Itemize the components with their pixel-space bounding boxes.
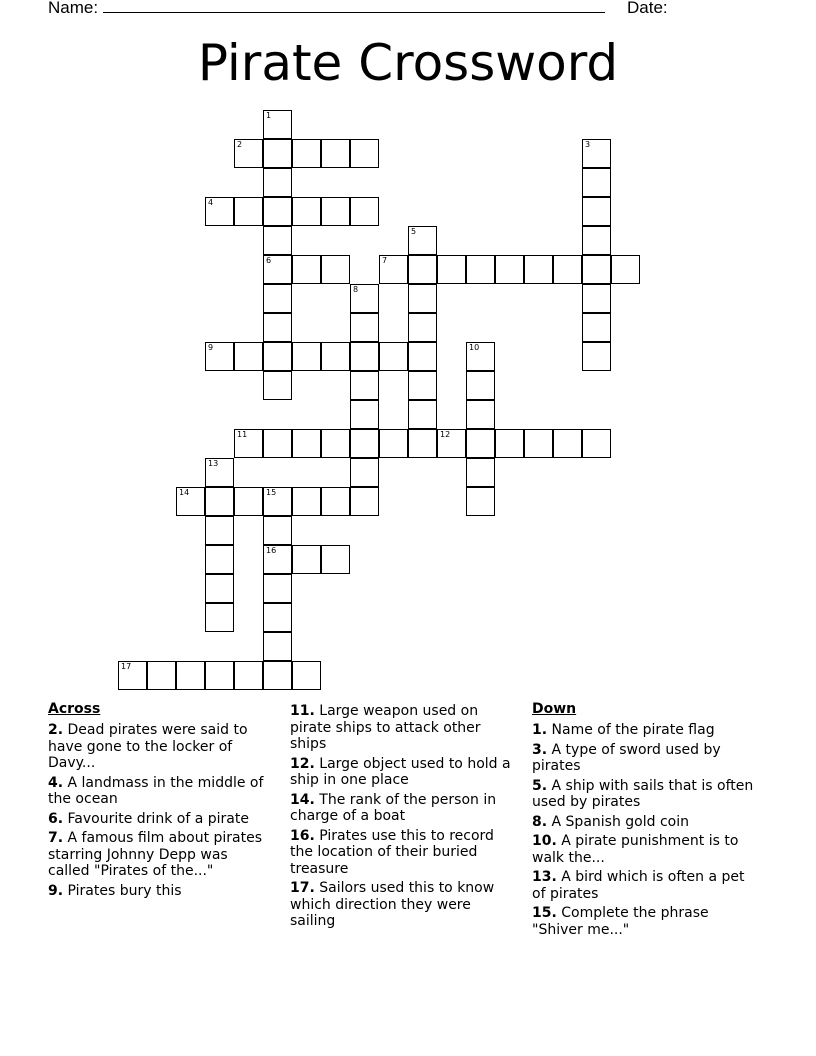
grid-cell[interactable] (408, 284, 437, 313)
grid-cell[interactable] (292, 545, 321, 574)
cell-number: 13 (208, 459, 219, 468)
grid-cell[interactable] (582, 139, 611, 168)
grid-cell[interactable] (263, 110, 292, 139)
grid-cell[interactable] (408, 429, 437, 458)
grid-cell[interactable] (321, 487, 350, 516)
cell-number: 1 (266, 111, 272, 120)
clue-text: Dead pirates were said to have gone to the locker of Davy... (48, 722, 248, 771)
cell-number: 2 (237, 140, 243, 149)
grid-cell[interactable] (350, 458, 379, 487)
grid-cell[interactable] (350, 429, 379, 458)
grid-cell[interactable] (466, 429, 495, 458)
clue-item (532, 905, 762, 938)
grid-cell[interactable] (350, 487, 379, 516)
grid-cell[interactable] (263, 313, 292, 342)
name-label: Name: (48, 0, 99, 17)
grid-cell[interactable] (466, 255, 495, 284)
clue-number: 9. (48, 882, 64, 899)
clue-text: Name of the pirate flag (551, 722, 715, 738)
across-heading: Across (48, 701, 101, 717)
grid-cell[interactable] (350, 400, 379, 429)
cell-number: 14 (179, 488, 190, 497)
clue-text: A bird which is often a pet of pirates (532, 869, 745, 902)
cell-number: 16 (266, 546, 277, 555)
clue-text: The rank of the person in charge of a boat (290, 791, 497, 824)
grid-cell[interactable] (263, 545, 292, 574)
grid-cell[interactable] (292, 197, 321, 226)
grid-cell[interactable] (582, 226, 611, 255)
clue-item (290, 756, 520, 789)
grid-cell[interactable] (263, 574, 292, 603)
grid-cell[interactable] (408, 342, 437, 371)
cell-number: 17 (121, 662, 132, 671)
across-clues-continued (290, 703, 520, 933)
clue-number: 17. (290, 880, 315, 896)
grid-cell[interactable] (379, 429, 408, 458)
grid-cell[interactable] (263, 661, 292, 690)
grid-cell[interactable] (408, 226, 437, 255)
grid-cell[interactable] (350, 342, 379, 371)
clue-item (532, 814, 762, 831)
clue-text: Complete the phrase "Shiver me..." (532, 905, 709, 938)
grid-cell[interactable] (582, 255, 611, 284)
clue-number: 8. (532, 813, 548, 830)
grid-cell[interactable] (234, 342, 263, 371)
grid-cell[interactable] (234, 487, 263, 516)
grid-cell[interactable] (408, 313, 437, 342)
grid-cell[interactable] (524, 255, 553, 284)
grid-cell[interactable] (582, 168, 611, 197)
clue-number: 14. (290, 791, 315, 808)
grid-cell[interactable] (582, 284, 611, 313)
grid-cell[interactable] (263, 516, 292, 545)
grid-cell[interactable] (292, 342, 321, 371)
grid-cell[interactable] (205, 458, 234, 487)
clue-item (290, 792, 520, 825)
cell-number: 5 (411, 227, 417, 236)
grid-cell[interactable] (321, 139, 350, 168)
cell-number: 11 (237, 430, 248, 439)
grid-cell[interactable] (350, 371, 379, 400)
grid-cell[interactable] (234, 139, 263, 168)
grid-cell[interactable] (292, 429, 321, 458)
grid-cell[interactable] (205, 603, 234, 632)
grid-cell[interactable] (234, 661, 263, 690)
grid-cell[interactable] (582, 429, 611, 458)
clue-text: Large object used to hold a ship in one place (290, 755, 511, 788)
grid-cell[interactable] (292, 487, 321, 516)
grid-cell[interactable] (205, 197, 234, 226)
cell-number: 6 (266, 256, 272, 265)
grid-cell[interactable] (263, 603, 292, 632)
clue-number: 5. (532, 777, 548, 794)
page-title: Pirate Crossword (197, 34, 619, 92)
grid-cell[interactable] (263, 487, 292, 516)
grid-cell[interactable] (292, 661, 321, 690)
clue-text: Pirates bury this (67, 882, 182, 899)
grid-cell[interactable] (205, 487, 234, 516)
clue-number: 6. (48, 810, 64, 827)
clue-item (290, 880, 520, 930)
grid-cell[interactable] (205, 516, 234, 545)
grid-cell[interactable] (495, 255, 524, 284)
cell-number: 4 (208, 198, 214, 207)
grid-cell[interactable] (350, 313, 379, 342)
grid-cell[interactable] (437, 429, 466, 458)
cell-number: 3 (585, 140, 591, 149)
clue-text: A landmass in the middle of the ocean (48, 774, 264, 807)
grid-cell[interactable] (408, 255, 437, 284)
grid-cell[interactable] (466, 458, 495, 487)
grid-cell[interactable] (205, 661, 234, 690)
grid-cell[interactable] (350, 139, 379, 168)
clue-text: A type of sword used by pirates (532, 741, 721, 774)
grid-cell[interactable] (466, 371, 495, 400)
down-heading: Down (532, 701, 577, 717)
grid-cell[interactable] (437, 255, 466, 284)
cell-number: 12 (440, 430, 451, 439)
grid-cell[interactable] (118, 661, 147, 690)
clue-item (532, 778, 762, 811)
grid-cell[interactable] (263, 226, 292, 255)
grid-cell[interactable] (466, 487, 495, 516)
grid-cell[interactable] (495, 429, 524, 458)
clue-number: 13. (532, 869, 557, 885)
grid-cell[interactable] (408, 400, 437, 429)
grid-cell[interactable] (263, 284, 292, 313)
grid-cell[interactable] (524, 429, 553, 458)
grid-cell[interactable] (466, 400, 495, 429)
cell-number: 15 (266, 488, 277, 497)
grid-cell[interactable] (379, 342, 408, 371)
grid-cell[interactable] (263, 168, 292, 197)
grid-cell[interactable] (350, 284, 379, 313)
grid-cell[interactable] (176, 661, 205, 690)
grid-cell[interactable] (292, 139, 321, 168)
clue-number: 15. (532, 905, 557, 921)
clue-text: A famous film about pirates starring Johnny Depp was called "Pirates of the..." (48, 830, 263, 879)
cell-number: 10 (469, 343, 480, 352)
grid-cell[interactable] (582, 197, 611, 226)
clue-item (290, 828, 520, 878)
down-clues (532, 700, 762, 941)
grid-cell[interactable] (611, 255, 640, 284)
grid-cell[interactable] (321, 255, 350, 284)
grid-cell[interactable] (263, 139, 292, 168)
clue-item (48, 722, 273, 772)
clue-text: Sailors used this to know which direction they were sailing (290, 880, 495, 929)
clue-text: Favourite drink of a pirate (67, 810, 249, 827)
clue-number: 7. (48, 830, 64, 846)
grid-cell[interactable] (350, 197, 379, 226)
grid-cell[interactable] (466, 342, 495, 371)
clue-item (290, 703, 520, 753)
clue-item (48, 811, 273, 828)
clue-number: 10. (532, 833, 557, 849)
grid-cell[interactable] (205, 342, 234, 371)
clue-item (532, 742, 762, 775)
cell-number: 8 (353, 285, 359, 294)
grid-cell[interactable] (553, 255, 582, 284)
grid-cell[interactable] (321, 342, 350, 371)
grid-cell[interactable] (205, 574, 234, 603)
clue-number: 11. (290, 703, 315, 719)
grid-cell[interactable] (176, 487, 205, 516)
grid-cell[interactable] (147, 661, 176, 690)
cell-number: 9 (208, 343, 214, 352)
grid-cell[interactable] (263, 197, 292, 226)
grid-cell[interactable] (263, 342, 292, 371)
grid-cell[interactable] (321, 197, 350, 226)
clue-number: 1. (532, 722, 548, 738)
grid-cell[interactable] (263, 255, 292, 284)
grid-cell[interactable] (234, 197, 263, 226)
clue-number: 4. (48, 774, 64, 791)
grid-cell[interactable] (234, 429, 263, 458)
clue-number: 12. (290, 755, 315, 772)
grid-cell[interactable] (553, 429, 582, 458)
grid-cell[interactable] (321, 545, 350, 574)
across-clues (48, 700, 273, 902)
clue-text: A Spanish gold coin (551, 813, 689, 830)
grid-cell[interactable] (263, 632, 292, 661)
clue-item (532, 722, 762, 739)
grid-cell[interactable] (582, 313, 611, 342)
clue-item (48, 883, 273, 900)
clue-item (532, 869, 762, 902)
clue-item (532, 833, 762, 866)
grid-cell[interactable] (205, 545, 234, 574)
grid-cell[interactable] (263, 371, 292, 400)
clue-item (48, 830, 273, 880)
clue-number: 3. (532, 741, 548, 758)
clue-number: 16. (290, 827, 315, 844)
date-label: Date: (627, 0, 668, 17)
clue-text: A pirate punishment is to walk the... (532, 833, 739, 866)
clue-item (48, 775, 273, 808)
grid-cell[interactable] (321, 429, 350, 458)
clue-text: Pirates use this to record the location of their buried treasure (290, 827, 494, 877)
grid-cell[interactable] (292, 255, 321, 284)
clue-text: Large weapon used on pirate ships to attack other ships (290, 703, 481, 752)
clue-text: A ship with sails that is often used by pirates (532, 777, 754, 810)
grid-cell[interactable] (408, 371, 437, 400)
clue-number: 2. (48, 722, 64, 738)
grid-cell[interactable] (379, 255, 408, 284)
cell-number: 7 (382, 256, 388, 265)
grid-cell[interactable] (582, 342, 611, 371)
grid-cell[interactable] (263, 429, 292, 458)
